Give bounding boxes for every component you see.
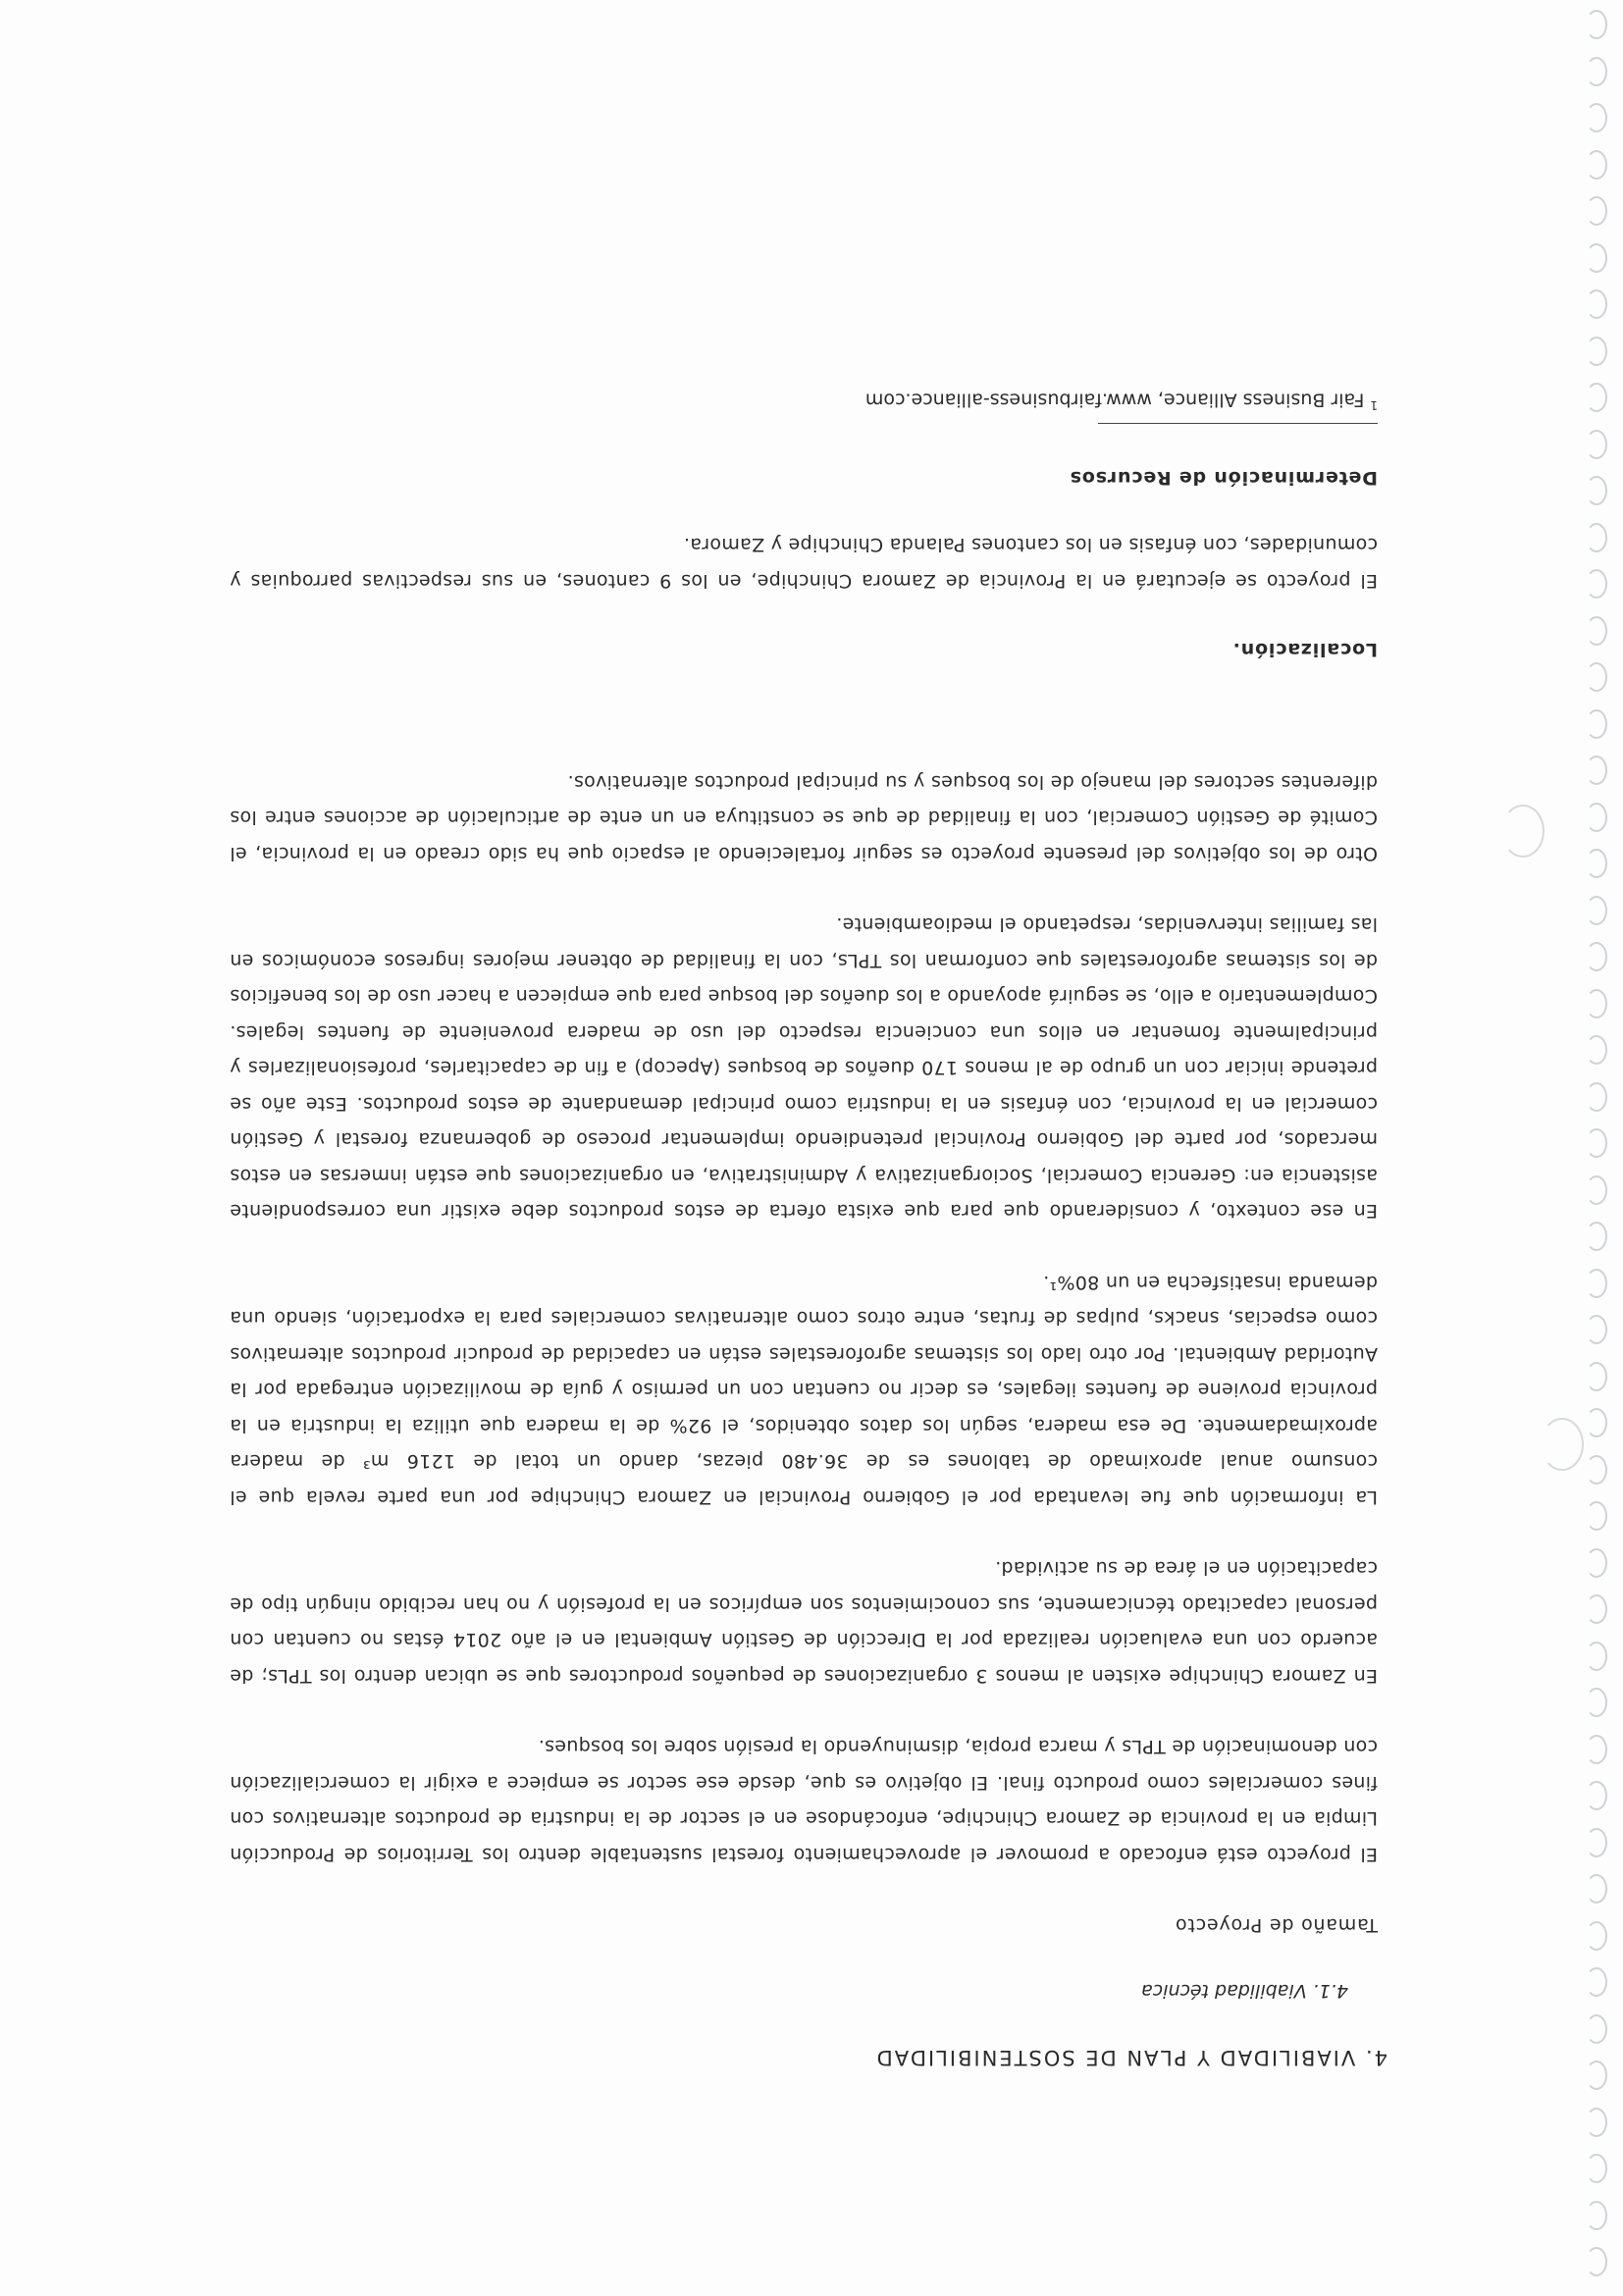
binding-hole <box>1586 289 1607 319</box>
binding-hole <box>1586 1874 1607 1904</box>
binding-hole <box>1586 1688 1607 1717</box>
paragraph-4: En ese contexto, y considerando que para que exista oferta de estos productos debe existir una correspondiente asistencia en: Gerencia Comercial, Sociorganizativa y Administrativa, en organizaciones que están inmersas en estos mercados, por parte del Gobierno Provincial pretendiendo implementar proceso de gobernanza forestal y Gestión comercial en la provincia, con énfasis en la industria como principal demandante de estos productos. Este año se pretende iniciar con un grupo de al menos 170 dueños de bosques (Apecop) a fin de capacitarles, profesionalizarles y principalmente fomentar en ellos una conciencia respecto del uso de madera proveniente de fuentes legales. Complementario a ello, se seguirá apoyando a los dueños del bosque para que empiecen a hacer uso de los beneficios de los sistemas agroforestales que conforman los TPLs, con la finalidad de obtener mejores ingresos económicos en las familias intervenidas, respetando el medioambiente. <box>230 913 1378 1223</box>
binding-holes <box>1554 0 1623 2296</box>
binding-hole <box>1586 523 1607 552</box>
binding-hole <box>1586 803 1607 832</box>
binding-hole <box>1586 1269 1607 1298</box>
binding-hole <box>1586 1642 1607 1671</box>
binding-hole <box>1586 756 1607 785</box>
binding-hole <box>1586 569 1607 599</box>
binding-hole <box>1586 1735 1607 1764</box>
binding-hole <box>1586 1222 1607 1251</box>
heading-localizacion: Localización. <box>1231 639 1378 660</box>
binding-hole <box>1586 2201 1607 2230</box>
heading-recursos: Determinación de Recursos <box>1069 467 1378 489</box>
paragraph-localizacion: El proyecto se ejecutará en la Provincia de Zamora Chinchipe, en los 9 cantones, en sus respectivas parroquias y comunidades, con énfasis en los cantones Palanda Chinchipe y Zamora. <box>230 534 1378 592</box>
binding-hole <box>1586 196 1607 226</box>
binding-hole <box>1586 896 1607 925</box>
scan-artifact-mark <box>1541 1418 1584 1471</box>
binding-hole <box>1586 1548 1607 1578</box>
binding-hole <box>1586 1035 1607 1065</box>
binding-hole <box>1586 849 1607 878</box>
binding-hole <box>1586 476 1607 505</box>
binding-hole <box>1586 10 1607 39</box>
binding-hole <box>1586 2154 1607 2183</box>
footnote-text: Fair Business Alliance, www.fairbusiness-alliance.com <box>864 389 1365 411</box>
paragraph-2: En Zamora Chinchipe existen al menos 3 organizaciones de pequeños productores que se ubican dentro los TPLs; de acuerdo con una evaluación realizada por la Dirección de Gestión Ambiental en el año 2014 éstas no cuentan con personal capacitado técnicamente, sus conocimientos son empíricos en la profesión y no han recibido ningún tipo de capacitación en el área de su actividad. <box>230 1557 1378 1687</box>
footnote <box>865 390 1378 412</box>
binding-hole <box>1586 103 1607 132</box>
binding-hole <box>1586 1175 1607 1205</box>
binding-hole <box>1586 1594 1607 1624</box>
binding-hole <box>1586 1315 1607 1344</box>
footnote-divider <box>1098 423 1378 424</box>
binding-hole <box>1586 709 1607 739</box>
heading-tamano-proyecto: Tamaño de Proyecto <box>1175 1914 1378 1936</box>
binding-hole <box>1586 616 1607 646</box>
section-title: 4. VIABILIDAD Y PLAN DE SOSTENIBILIDAD <box>874 2046 1387 2069</box>
binding-hole <box>1586 1781 1607 1810</box>
footnote-number: 1 <box>1370 398 1378 412</box>
binding-hole <box>1586 383 1607 412</box>
paragraph-5: Otro de los objetivos del presente proyecto es seguir fortaleciendo al espacio que ha sido creado en la provincia, el Comité de Gestión Comercial, con la finalidad de que se constituya en un ente de articulación de acciones entre los diferentes sectores del manejo de los bosques y su principal productos alternativos. <box>230 771 1378 864</box>
binding-hole <box>1586 57 1607 86</box>
binding-hole <box>1586 1828 1607 1857</box>
binding-hole <box>1586 1128 1607 1158</box>
paragraph-1: El proyecto está enfocado a promover el aprovechamiento forestal sustentable dentro los Territorios de Producción Limpia en la provincia de Zamora Chinchipe, enfocándose en el sector de la industria de productos alternativos con fines comerciales como producto final. El objetivo es que, desde ese sector se empiece a exigir la comercialización con denominación de TPLs y marca propia, disminuyendo la presión sobre los bosques. <box>230 1736 1378 1865</box>
localizacion-text <box>230 527 1378 599</box>
binding-hole <box>1586 1455 1607 1485</box>
binding-hole <box>1586 989 1607 1018</box>
binding-hole <box>1586 1362 1607 1391</box>
binding-hole <box>1586 2014 1607 2044</box>
subsection-title: 4.1. Viabilidad técnica <box>1141 1980 1348 2002</box>
binding-hole <box>1586 662 1607 692</box>
paragraph-3: La información que fue levantada por el Gobierno Provincial en Zamora Chinchipe por una parte revela que el consumo anual aproximado de tablones es de 36.480 piezas, dando un total de 1216 m³ de madera aproximadamente. De esa madera, según los datos obtenidos, el 92% de la madera que utiliza la industria en la provincia proviene de fuentes ilegales, es decir no cuentan con un permiso y guía de movilización entregada por la Autoridad Ambiental. Por otro lado los sistemas agroforestales están en capacidad de producir productos alternativos como especias, snacks, pulpas de frutas, entre otros como alternativas comerciales para la exportación, siendo una demanda insatisfecha en un 80%¹. <box>230 1272 1378 1508</box>
binding-hole <box>1586 2061 1607 2090</box>
binding-hole <box>1586 337 1607 366</box>
main-text <box>230 764 1378 1873</box>
binding-hole <box>1586 430 1607 459</box>
binding-hole <box>1586 942 1607 971</box>
scan-artifact-mark <box>1501 805 1544 858</box>
binding-hole <box>1586 243 1607 273</box>
binding-hole <box>1586 1408 1607 1437</box>
binding-hole <box>1586 2247 1607 2276</box>
binding-hole <box>1586 1082 1607 1112</box>
binding-hole <box>1586 1967 1607 1997</box>
binding-hole <box>1586 2108 1607 2137</box>
binding-hole <box>1586 1501 1607 1531</box>
binding-hole <box>1586 1921 1607 1951</box>
binding-hole <box>1586 150 1607 180</box>
